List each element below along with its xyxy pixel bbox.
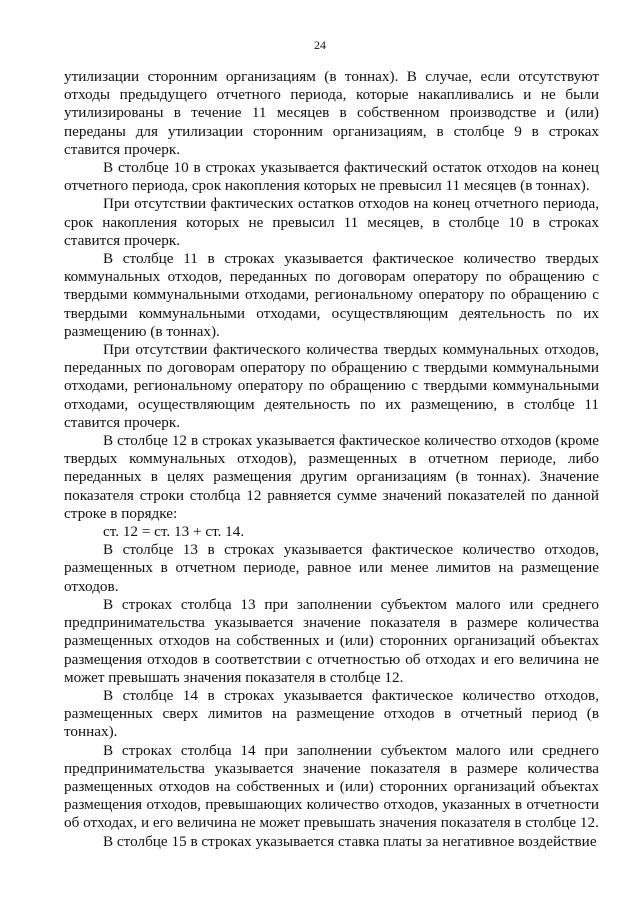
paragraph: В строках столбца 14 при заполнении субъектом малого или среднего предпринимательства указывается значение показателя в размере количества размещенных отходов на собственных и (или) сторонних организаций объектах размещения отходов, превышающих количество отходов, указанных в отчетности об отходах, и его величина не может превышать значения показателя в столбце 12.	[64, 741, 599, 832]
paragraph: В столбце 10 в строках указывается фактический остаток отходов на конец отчетного периода, срок накопления которых не превысил 11 месяцев (в тоннах).	[64, 159, 599, 195]
paragraph: В столбце 12 в строках указывается фактическое количество отходов (кроме твердых коммунальных отходов), размещенных в отчетном периоде, либо переданных в целях размещения другим организациям (в тоннах). Значение показателя строки столбца 12 равняется сумме значений показателей по данной строке в порядке:	[64, 432, 599, 522]
paragraph: В столбце 14 в строках указывается фактическое количество отходов, размещенных сверх лимитов на размещение отходов в отчетный период (в тоннах).	[64, 686, 599, 741]
formula-line: ст. 12 = ст. 13 + ст. 14.	[103, 523, 245, 541]
paragraph: В столбце 11 в строках указывается фактическое количество твердых коммунальных отходов, переданных по договорам оператору по обращению с твердыми коммунальными отходами, региональному оператору по обращению с твердыми коммунальными отходами, осуществляющим деятельность по их размещению (в тоннах).	[64, 250, 599, 340]
paragraph: утилизации сторонним организациям (в тоннах). В случае, если отсутствуют отходы предыдущего отчетного периода, которые накапливались и не были утилизированы в течение 11 месяцев в собственном производстве и (или) переданы для утилизации сторонним организациям, в столбце 9 в строках ставится прочерк.	[64, 68, 599, 158]
paragraph: При отсутствии фактического количества твердых коммунальных отходов, переданных по договорам оператору по обращению с твердыми коммунальными отходами, региональному оператору по обращению с твердыми коммунальными отходами, осуществляющим деятельность по их размещению, в столбце 11 ставится прочерк.	[64, 341, 599, 431]
paragraph: В строках столбца 13 при заполнении субъектом малого или среднего предпринимательства указывается значение показателя в размере количества размещенных отходов на собственных и (или) сторонних организаций объектах размещения отходов в соответствии с отчетностью об отходах и его величина не может превышать значения показателя в столбце 12.	[64, 595, 599, 686]
paragraph: При отсутствии фактических остатков отходов на конец отчетного периода, срок накопления которых не превысил 11 месяцев, в столбце 10 в строках ставится прочерк.	[64, 195, 599, 249]
document-body	[64, 68, 599, 851]
paragraph: В столбце 13 в строках указывается фактическое количество отходов, размещенных в отчетном периоде, равное или менее лимитов на размещение отходов.	[64, 541, 599, 595]
page-number: 24	[314, 38, 326, 52]
paragraph: В столбце 15 в строках указывается ставка платы за негативное воздействие	[103, 832, 597, 850]
